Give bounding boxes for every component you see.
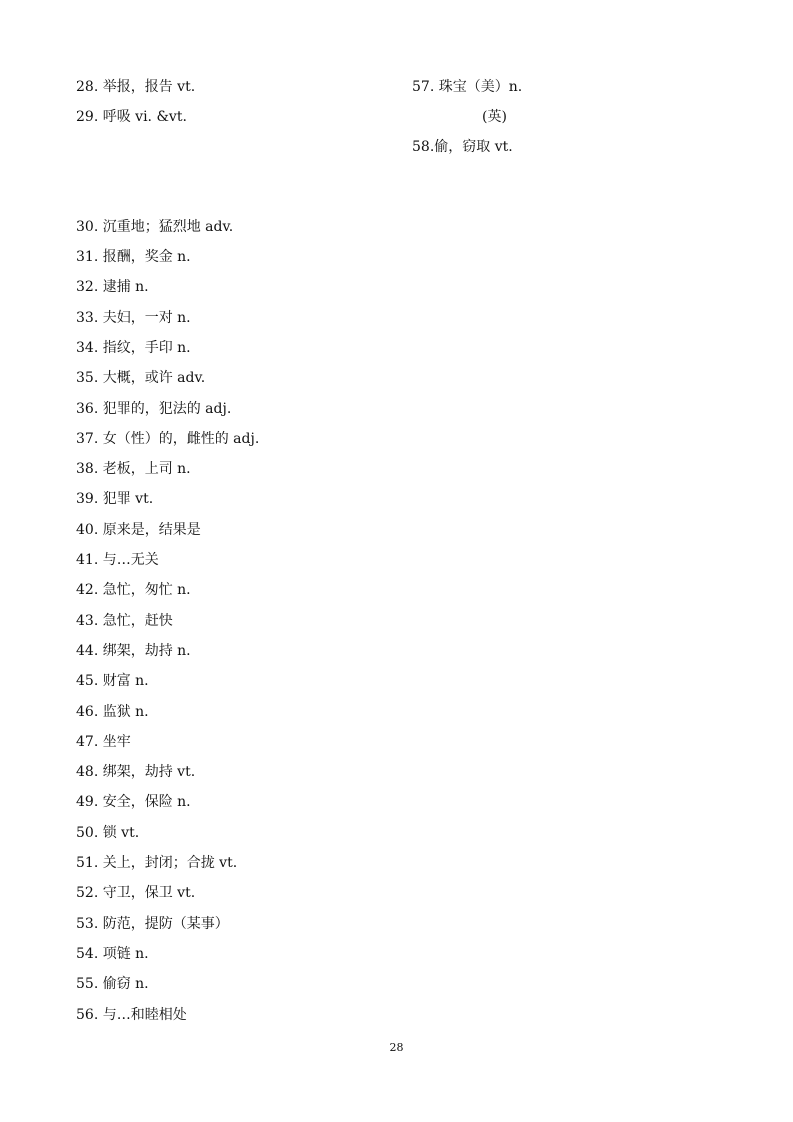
vocab-item-52: 52. 守卫，保卫 vt.	[76, 885, 196, 901]
vocab-item-57-british: (英)	[482, 109, 507, 125]
vocab-item-54: 54. 项链 n.	[76, 946, 149, 962]
vocab-item-53: 53. 防范，提防（某事）	[76, 916, 229, 932]
vocab-item-36: 36. 犯罪的，犯法的 adj.	[76, 401, 232, 417]
vocab-item-29: 29. 呼吸 vi. &vt.	[76, 109, 187, 125]
vocab-item-30: 30. 沉重地；猛烈地 adv.	[76, 219, 234, 235]
vocab-item-35: 35. 大概，或许 adv.	[76, 370, 206, 386]
vocab-item-34: 34. 指纹，手印 n.	[76, 340, 191, 356]
vocab-item-31: 31. 报酬，奖金 n.	[76, 249, 191, 265]
vocab-item-45: 45. 财富 n.	[76, 673, 149, 689]
vocab-item-55: 55. 偷窃 n.	[76, 976, 149, 992]
vocab-item-56: 56. 与…和睦相处	[76, 1007, 187, 1023]
vocab-item-50: 50. 锁 vt.	[76, 825, 140, 841]
vocab-item-40: 40. 原来是，结果是	[76, 522, 201, 538]
vocab-item-44: 44. 绑架，劫持 n.	[76, 643, 191, 659]
vocab-item-49: 49. 安全，保险 n.	[76, 794, 191, 810]
page-number: 28	[389, 1041, 404, 1054]
vocab-item-37: 37. 女（性）的，雌性的 adj.	[76, 431, 260, 447]
vocab-item-32: 32. 逮捕 n.	[76, 279, 149, 295]
vocab-item-41: 41. 与…无关	[76, 552, 159, 568]
vocab-item-51: 51. 关上，封闭；合拢 vt.	[76, 855, 238, 871]
vocab-item-48: 48. 绑架，劫持 vt.	[76, 764, 196, 780]
vocab-item-58: 58.偷，窃取 vt.	[412, 139, 513, 155]
vocab-item-46: 46. 监狱 n.	[76, 704, 149, 720]
vocab-item-43: 43. 急忙，赶快	[76, 613, 173, 629]
vocab-item-33: 33. 夫妇，一对 n.	[76, 310, 191, 326]
vocab-item-28: 28. 举报，报告 vt.	[76, 79, 196, 95]
vocab-item-42: 42. 急忙，匆忙 n.	[76, 582, 191, 598]
vocab-item-39: 39. 犯罪 vt.	[76, 491, 154, 507]
vocab-item-57: 57. 珠宝（美）n.	[412, 79, 523, 95]
vocab-item-38: 38. 老板，上司 n.	[76, 461, 191, 477]
vocab-item-47: 47. 坐牢	[76, 734, 131, 750]
